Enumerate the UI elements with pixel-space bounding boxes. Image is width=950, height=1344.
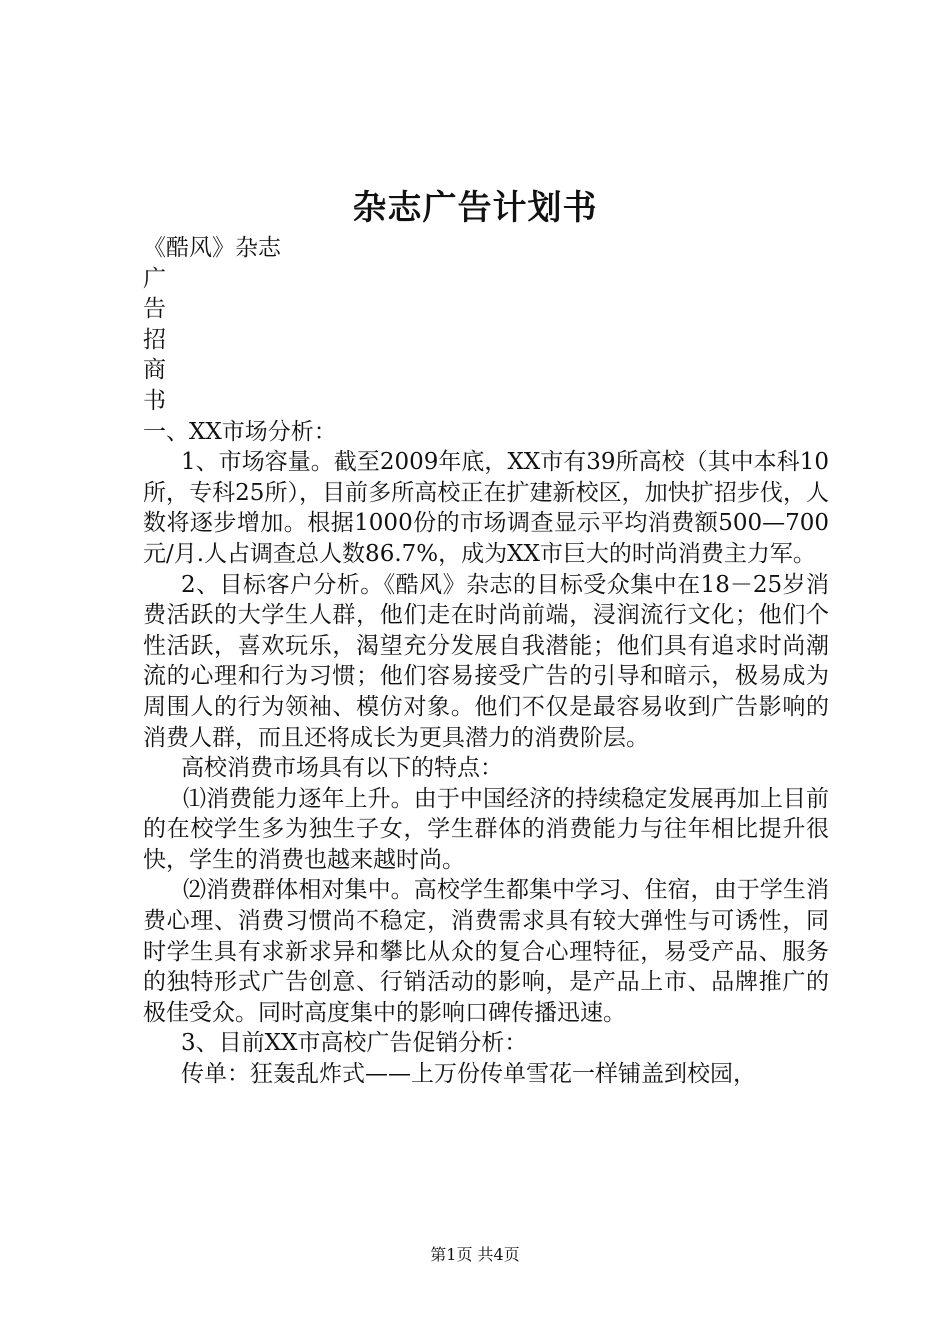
paragraph-feature-2: ⑵消费群体相对集中。高校学生都集中学习、住宿，由于学生消费心理、消费习惯尚不稳定，消费需求具有较大弹性与可诱性，同时学生具有求新求异和攀比从众的复合心理特征，易受产品、服务的独特形式广告创意、行销活动的影响，是产品上市、品牌推广的极佳受众。同时高度集中的影响口碑传播迅速。 [143,877,829,1026]
paragraph-market-capacity: 1、市场容量。截至2009年底，XX市有39所高校（其中本科10所，专科25所），目前多所高校正在扩建新校区，加快扩招步伐，人数将逐步增加。根据1000份的市场调查显示平均消费额500—700元/月.人占调查总人数86.7%，成为XX市巨大的时尚消费主力军。 [143,449,829,567]
paragraph-promotion-analysis: 3、目前XX市高校广告促销分析： [181,1030,528,1057]
heading-line-char: 招 [143,326,166,353]
paragraph-target-customers: 2、目标客户分析。《酷风》杂志的目标受众集中在18－25岁消费活跃的大学生人群，他们走在时尚前端，浸润流行文化；他们个性活跃，喜欢玩乐，渴望充分发展自我潜能；他们具有追求时尚潮流的心理和行为习惯；他们容易接受广告的引导和暗示，极易成为周围人的行为领袖、模仿对象。他们不仅是最容易收到广告影响的消费人群，而且还将成长为更具潜力的消费阶层。 [143,571,829,751]
document-body [143,233,829,1090]
heading-line-char: 商 [143,357,166,384]
heading-line-char: 广 [143,265,166,292]
document-title: 杂志广告计划书 [352,188,598,228]
section-heading: 一、XX市场分析： [143,418,337,445]
paragraph-market-features-intro: 高校消费市场具有以下的特点： [181,755,503,782]
heading-line-magazine: 《酷风》杂志 [143,235,281,261]
heading-line-char: 书 [143,387,166,414]
heading-line-char: 告 [143,296,166,323]
page-footer: 第1页 共4页 [430,1245,520,1264]
paragraph-feature-1: ⑴消费能力逐年上升。由于中国经济的持续稳定发展再加上目前的在校学生多为独生子女，学生群体的消费能力与往年相比提升很快，学生的消费也越来越时尚。 [143,785,829,873]
paragraph-flyers: 传单：狂轰乱炸式——上万份传单雪花一样铺盖到校园， [181,1061,756,1088]
